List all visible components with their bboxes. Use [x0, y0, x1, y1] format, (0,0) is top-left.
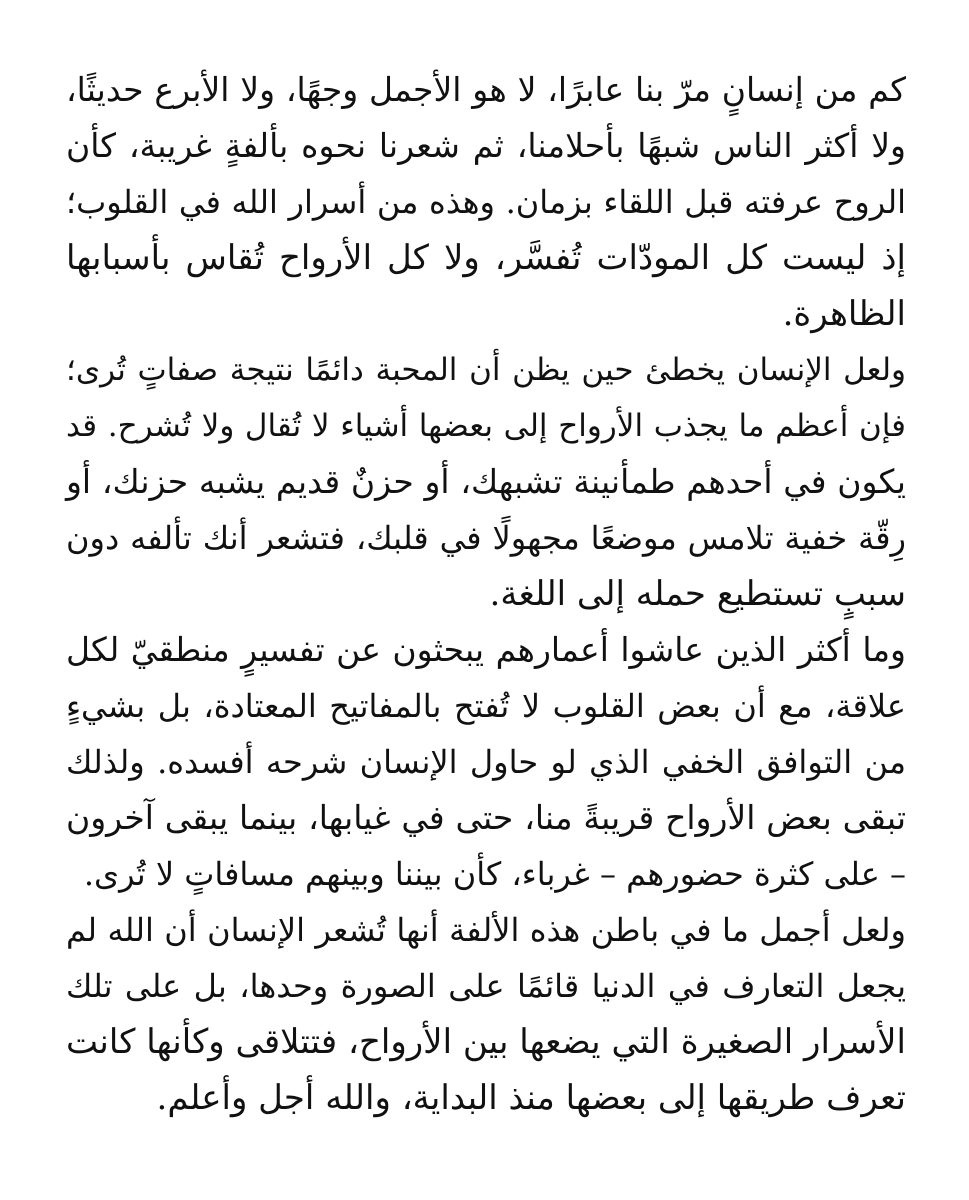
text-line: فإن أعظم ما يجذب الأرواح إلى بعضها أشياء لا تُقال ولا تُشرح. قد [66, 408, 906, 444]
text-line: وما أكثر الذين عاشوا أعمارهم يبحثون عن تفسيرٍ منطقيّ لكل [66, 630, 906, 669]
article-text [66, 62, 906, 1126]
text-line: الأسرار الصغيرة التي يضعها بين الأرواح، فتتلاقى وكأنها كانت [66, 1022, 906, 1062]
text-line: كم من إنسانٍ مرّ بنا عابرًا، لا هو الأجمل وجهًا، ولا الأبرع حديثًا، [66, 70, 906, 109]
text-line: تعرف طريقها إلى بعضها منذ البداية، والله أجل وأعلم. [156, 1078, 906, 1118]
text-line: من التوافق الخفي الذي لو حاول الإنسان شرحه أفسده. ولذلك [66, 743, 906, 781]
paragraph-2 [66, 342, 906, 622]
text-line: – على كثرة حضورهم – غرباء، كأن بيننا وبينهم مسافاتٍ لا تُرى. [83, 855, 906, 893]
text-line: ولعل الإنسان يخطئ حين يظن أن المحبة دائمًا نتيجة صفاتٍ تُرى؛ [66, 352, 906, 388]
text-line: يجعل التعارف في الدنيا قائمًا على الصورة وحدها، بل على تلك [66, 967, 906, 1005]
text-line: تبقى بعض الأرواح قريبةً منا، حتى في غيابها، بينما يبقى آخرون [66, 798, 906, 837]
text-line: يكون في أحدهم طمأنينة تشبهك، أو حزنٌ قديم يشبه حزنك، أو [66, 462, 906, 501]
text-line: الروح عرفته قبل اللقاء بزمان. وهذه من أسرار الله في القلوب؛ [66, 183, 906, 221]
paragraph-1 [66, 62, 906, 342]
text-line: ولعل أجمل ما في باطن هذه الألفة أنها تُشعر الإنسان أن الله لم [66, 911, 906, 949]
text-line: إذ ليست كل المودّات تُفسَّر، ولا كل الأرواح تُقاس بأسبابها [66, 238, 906, 278]
text-line: الظاهرة. [782, 294, 906, 334]
text-line: رِقّة خفية تلامس موضعًا مجهولًا في قلبك، فتشعر أنك تألفه دون [66, 519, 906, 557]
text-line: سببٍ تستطيع حمله إلى اللغة. [489, 574, 906, 614]
text-line: ولا أكثر الناس شبهًا بأحلامنا، ثم شعرنا نحوه بألفةٍ غريبة، كأن [66, 126, 906, 165]
paragraph-3 [66, 622, 906, 902]
text-line: علاقة، مع أن بعض القلوب لا تُفتح بالمفاتيح المعتادة، بل بشيءٍ [66, 687, 906, 725]
paragraph-4 [66, 902, 906, 1126]
